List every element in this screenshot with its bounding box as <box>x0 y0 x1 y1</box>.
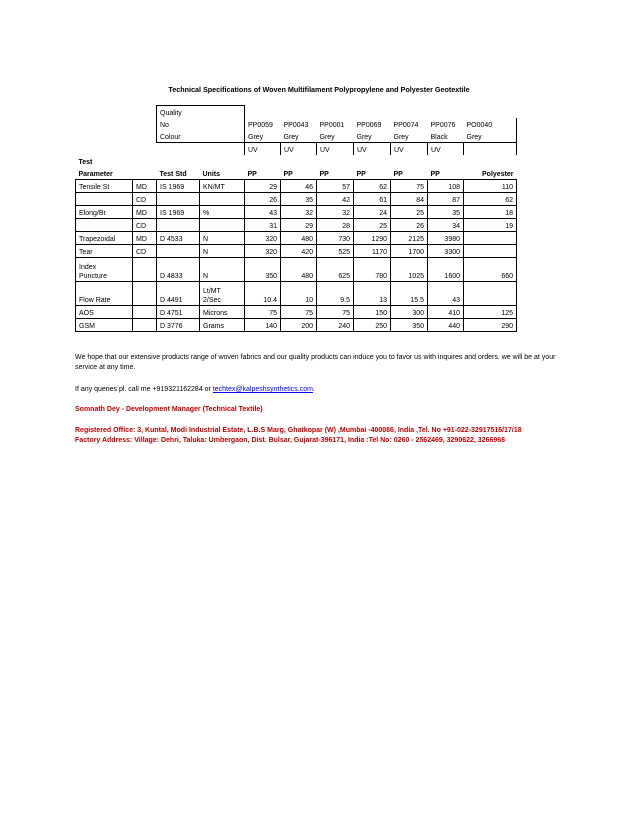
param-cell: Elong/Br <box>76 206 133 219</box>
value-cell: 28 <box>317 219 354 232</box>
product-code: PP0076 <box>430 122 456 129</box>
param-cell: AOS <box>76 306 133 319</box>
quality-no-label: No <box>157 118 200 130</box>
std-cell <box>157 193 200 206</box>
value-cell: 35 <box>428 206 464 219</box>
value-cell <box>464 245 517 258</box>
value-cell: 24 <box>354 206 391 219</box>
value-cell: 1700 <box>391 245 428 258</box>
uv-cell: UV <box>317 143 354 156</box>
param-cell <box>76 258 133 282</box>
value-cell: 320 <box>245 232 281 245</box>
value-cell: 108 <box>428 180 464 193</box>
value-cell: 34 <box>428 219 464 232</box>
test-label-row <box>76 155 517 167</box>
product-code: PP0059 <box>248 122 273 129</box>
data-body <box>76 180 517 332</box>
value-cell: 31 <box>245 219 281 232</box>
value-cell: 1600 <box>428 258 464 282</box>
value-cell: 29 <box>245 180 281 193</box>
uv-row <box>76 143 517 156</box>
param-line-1: Index <box>79 264 97 271</box>
quality-label: Quality <box>157 106 200 119</box>
value-cell: 440 <box>428 319 464 332</box>
registered-office: Registered Office: 3, Kuntal, Modi Industrial Estate, L.B.S Marg, Ghatkopar (W) ,Mumbai -400086, India ,Tel. No +91-022-32917516/17/18 <box>75 427 522 434</box>
value-cell: 57 <box>317 180 354 193</box>
product-code: PP0074 <box>393 122 419 129</box>
value-cell: 84 <box>391 193 428 206</box>
value-cell: 240 <box>317 319 354 332</box>
value-cell: 525 <box>317 245 354 258</box>
table-row <box>76 206 517 219</box>
material-header: PP <box>354 167 391 180</box>
unit-cell <box>200 282 245 306</box>
colour-cell: Grey <box>354 130 391 143</box>
material-header: PP <box>281 167 317 180</box>
value-cell: 29 <box>281 219 317 232</box>
dir-cell: CD <box>133 245 157 258</box>
material-header: PP <box>317 167 354 180</box>
material-header: PP <box>391 167 428 180</box>
colour-label: Colour <box>157 130 200 143</box>
contact-text: If any queries pl. call me +919321162284 or <box>75 386 213 393</box>
value-cell: 780 <box>354 258 391 282</box>
unit-cell <box>200 219 245 232</box>
email-link[interactable]: techtex@kalpeshsynthetics.com <box>212 386 313 393</box>
value-cell: 1025 <box>391 258 428 282</box>
std-cell <box>157 245 200 258</box>
std-cell: D 4491 <box>157 282 200 306</box>
value-cell: 35 <box>281 193 317 206</box>
value-cell: 9.5 <box>317 282 354 306</box>
param-cell: Flow Rate <box>76 282 133 306</box>
value-cell: 350 <box>245 258 281 282</box>
value-cell: 75 <box>317 306 354 319</box>
value-cell: 1290 <box>354 232 391 245</box>
parameter-header: Parameter <box>76 167 133 180</box>
spec-table <box>75 105 517 332</box>
unit-cell: Grams <box>200 319 245 332</box>
value-cell: 42 <box>317 193 354 206</box>
value-cell: 26 <box>245 193 281 206</box>
factory-address: Factory Address: Village: Dehri, Taluka: Umbergaon, Dist. Bulsar, Gujarat-396171, India :Tel No: 0260 - 2562469, 3290622, 3266968 <box>75 437 506 444</box>
std-cell: IS 1969 <box>157 206 200 219</box>
value-cell: 480 <box>281 258 317 282</box>
dir-cell: MD <box>133 232 157 245</box>
param-cell: Trapezoidal <box>76 232 133 245</box>
value-cell: 15.5 <box>391 282 428 306</box>
contact-suffix: . <box>312 386 315 393</box>
value-cell: 1170 <box>354 245 391 258</box>
value-cell: 150 <box>354 306 391 319</box>
product-code: PP0069 <box>356 122 382 129</box>
colour-cell: Black <box>428 130 464 143</box>
std-cell: D 4751 <box>157 306 200 319</box>
param-cell: Tear <box>76 245 133 258</box>
document-title: Technical Specifications of Woven Multifilament Polypropylene and Polyester Geotextile <box>168 85 470 94</box>
unit-cell: N <box>200 232 245 245</box>
value-cell <box>464 282 517 306</box>
value-cell: 200 <box>281 319 317 332</box>
product-code: PP0001 <box>319 122 345 129</box>
colour-row <box>76 130 517 143</box>
uv-cell: UV <box>245 143 281 156</box>
product-code: PO0040 <box>464 118 517 130</box>
uv-cell <box>464 143 517 156</box>
material-header: PP <box>245 167 281 180</box>
unit-cell <box>200 193 245 206</box>
param-cell <box>76 193 133 206</box>
units-header: Units <box>200 167 245 180</box>
value-cell: 87 <box>428 193 464 206</box>
value-cell: 660 <box>464 258 517 282</box>
unit-cell: N <box>200 245 245 258</box>
colour-cell: Grey <box>464 130 517 143</box>
value-cell: 290 <box>464 319 517 332</box>
unit-cell: Microns <box>200 306 245 319</box>
value-cell: 43 <box>428 282 464 306</box>
value-cell: 25 <box>354 219 391 232</box>
value-cell: 125 <box>464 306 517 319</box>
table-row <box>76 245 517 258</box>
colour-cell: Grey <box>317 130 354 143</box>
colour-cell: Grey <box>391 130 428 143</box>
value-cell: 2125 <box>391 232 428 245</box>
value-cell: 61 <box>354 193 391 206</box>
value-cell: 730 <box>317 232 354 245</box>
value-cell: 350 <box>391 319 428 332</box>
value-cell: 10 <box>281 282 317 306</box>
std-cell <box>157 219 200 232</box>
value-cell: 46 <box>281 180 317 193</box>
quality-row-1 <box>76 106 517 119</box>
value-cell: 300 <box>391 306 428 319</box>
value-cell: 420 <box>281 245 317 258</box>
value-cell: 26 <box>391 219 428 232</box>
unit-cell: N <box>200 258 245 282</box>
param-cell: Tensile St <box>76 180 133 193</box>
test-label: Test <box>78 159 93 166</box>
value-cell: 32 <box>281 206 317 219</box>
test-std-header: Test Std <box>157 167 200 180</box>
product-code: PP0043 <box>283 122 309 129</box>
column-header-row <box>76 167 517 180</box>
value-cell: 75 <box>281 306 317 319</box>
signature: Somnath Dey - Development Manager (Technical Textile) <box>75 406 263 413</box>
table-row <box>76 258 517 282</box>
table-row <box>76 282 517 306</box>
value-cell: 62 <box>464 193 517 206</box>
table-row <box>76 232 517 245</box>
material-header: Polyester <box>464 167 517 180</box>
table-row <box>76 219 517 232</box>
std-cell: D 3776 <box>157 319 200 332</box>
table-row <box>76 319 517 332</box>
unit-cell: KN/MT <box>200 180 245 193</box>
table-row <box>76 193 517 206</box>
table-row <box>76 180 517 193</box>
dir-cell: CD <box>133 219 157 232</box>
value-cell: 19 <box>464 219 517 232</box>
value-cell: 480 <box>281 232 317 245</box>
dir-cell: MD <box>133 180 157 193</box>
colour-cell: Grey <box>245 130 281 143</box>
value-cell <box>464 232 517 245</box>
table-row <box>76 306 517 319</box>
value-cell: 140 <box>245 319 281 332</box>
unit-line-2: 2/Sec <box>203 297 221 304</box>
uv-cell: UV <box>391 143 428 156</box>
value-cell: 625 <box>317 258 354 282</box>
contact-line <box>75 385 565 395</box>
value-cell: 250 <box>354 319 391 332</box>
dir-cell: CD <box>133 193 157 206</box>
closing-paragraph: We hope that our extensive products range of woven fabrics and our quality products can induce you to favor us with inquires and orders. we will be at your service at any time. <box>75 354 556 371</box>
value-cell: 62 <box>354 180 391 193</box>
std-cell: D 4533 <box>157 232 200 245</box>
material-header: PP <box>428 167 464 180</box>
value-cell: 13 <box>354 282 391 306</box>
value-cell: 10.4 <box>245 282 281 306</box>
uv-cell: UV <box>281 143 317 156</box>
param-cell <box>76 219 133 232</box>
quality-row-2 <box>76 118 517 130</box>
uv-cell: UV <box>354 143 391 156</box>
uv-cell: UV <box>428 143 464 156</box>
param-cell: GSM <box>76 319 133 332</box>
value-cell: 32 <box>317 206 354 219</box>
value-cell: 320 <box>245 245 281 258</box>
value-cell: 43 <box>245 206 281 219</box>
value-cell: 110 <box>464 180 517 193</box>
value-cell: 18 <box>464 206 517 219</box>
value-cell: 410 <box>428 306 464 319</box>
dir-cell: MD <box>133 206 157 219</box>
value-cell: 3980 <box>428 232 464 245</box>
unit-line-1: Lt/MT <box>203 288 221 295</box>
param-line-2: Puncture <box>79 273 108 280</box>
value-cell: 75 <box>245 306 281 319</box>
value-cell: 25 <box>391 206 428 219</box>
std-cell: D 4833 <box>157 258 200 282</box>
value-cell: 75 <box>391 180 428 193</box>
std-cell: IS 1969 <box>157 180 200 193</box>
value-cell: 3300 <box>428 245 464 258</box>
unit-cell: % <box>200 206 245 219</box>
colour-cell: Grey <box>281 130 317 143</box>
